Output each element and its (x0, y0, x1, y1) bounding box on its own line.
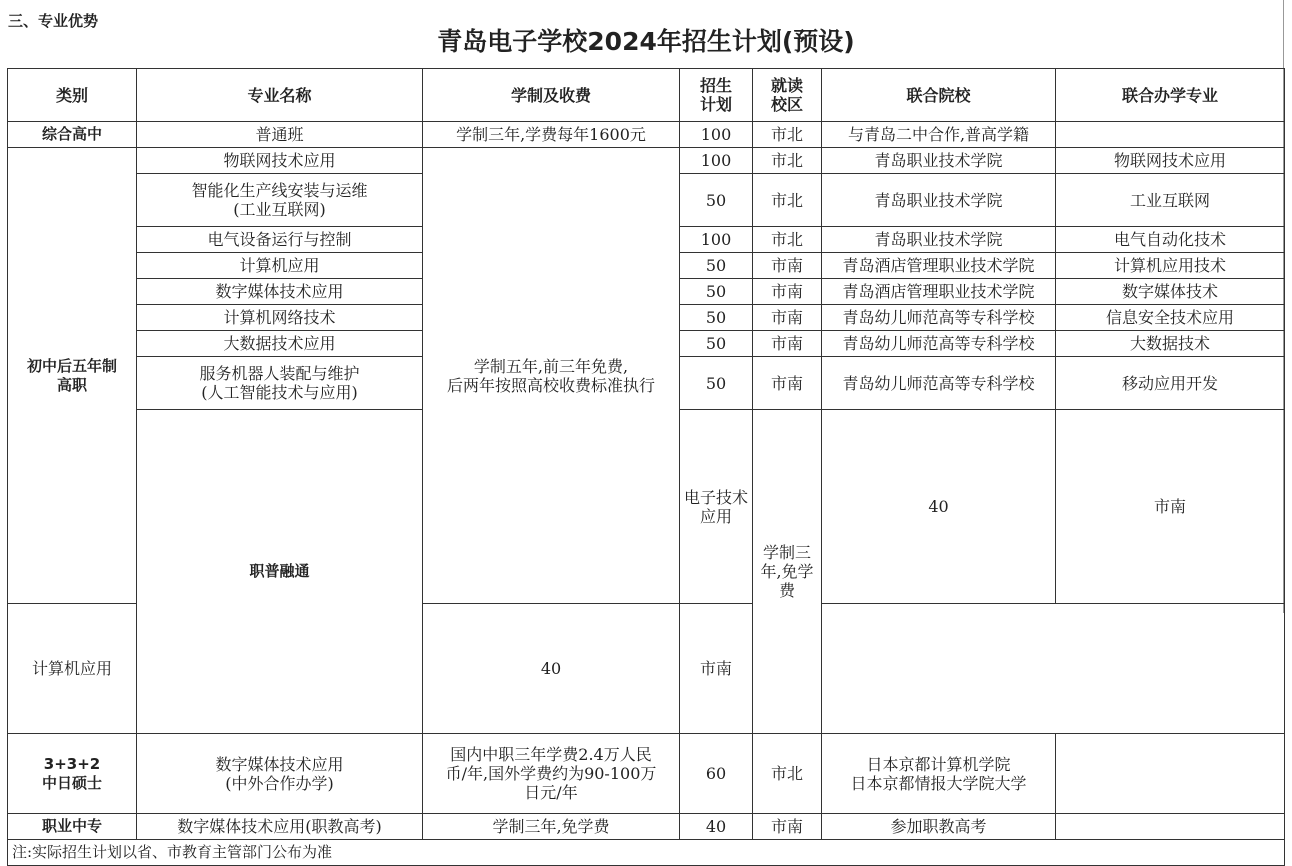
header-major: 专业名称 (137, 69, 423, 122)
plan-cell: 50 (680, 253, 753, 279)
campus-cell: 市北 (753, 174, 822, 227)
partner-cell: 参加职教高考 (822, 814, 1056, 840)
joint-major-cell: 信息安全技术应用 (1056, 305, 1285, 331)
campus-cell: 市北 (753, 734, 822, 814)
major-cell: 数字媒体技术应用 (137, 279, 423, 305)
table-row (8, 734, 1285, 814)
campus-cell: 市南 (753, 279, 822, 305)
note-row (8, 840, 1285, 866)
major-cell: 智能化生产线安装与运维 (工业互联网) (137, 174, 423, 227)
header-plan: 招生 计划 (680, 69, 753, 122)
joint-major-cell (1056, 122, 1285, 148)
partner-cell: 青岛酒店管理职业技术学院 (822, 279, 1056, 305)
major-cell: 计算机应用 (137, 253, 423, 279)
category-cell: 综合高中 (8, 122, 137, 148)
plan-cell: 50 (680, 305, 753, 331)
plan-cell: 40 (680, 814, 753, 840)
major-cell: 计算机应用 (8, 604, 137, 734)
plan-cell: 50 (680, 331, 753, 357)
plan-cell: 50 (680, 357, 753, 410)
joint-major-cell: 工业互联网 (1056, 174, 1285, 227)
plan-cell: 40 (423, 604, 680, 734)
joint-major-cell: 物联网技术应用 (1056, 148, 1285, 174)
joint-major-cell (1056, 734, 1285, 814)
header-fees: 学制及收费 (423, 69, 680, 122)
table-row (8, 814, 1285, 840)
major-cell: 电子技术应用 (680, 410, 753, 604)
partner-cell: 青岛职业技术学院 (822, 174, 1056, 227)
category-cell: 初中后五年制 高职 (8, 148, 137, 604)
joint-major-cell: 计算机应用技术 (1056, 253, 1285, 279)
partner-cell: 青岛职业技术学院 (822, 148, 1056, 174)
partner-cell: 日本京都计算机学院 日本京都情报大学院大学 (822, 734, 1056, 814)
joint-major-cell: 电气自动化技术 (1056, 227, 1285, 253)
plan-cell: 50 (680, 279, 753, 305)
category-cell: 3+3+2 中日硕士 (8, 734, 137, 814)
joint-major-cell: 大数据技术 (1056, 331, 1285, 357)
major-cell: 普通班 (137, 122, 423, 148)
partner-cell: 青岛职业技术学院 (822, 227, 1056, 253)
header-row (8, 69, 1285, 122)
page-title: 青岛电子学校2024年招生计划(预设) (437, 27, 855, 56)
category-cell: 职业中专 (8, 814, 137, 840)
campus-cell: 市南 (753, 253, 822, 279)
major-cell: 数字媒体技术应用(职教高考) (137, 814, 423, 840)
campus-cell: 市南 (1056, 410, 1285, 604)
plan-cell: 100 (680, 122, 753, 148)
joint-major-cell (1056, 814, 1285, 840)
header-campus: 就读 校区 (753, 69, 822, 122)
major-cell: 大数据技术应用 (137, 331, 423, 357)
header-category: 类别 (8, 69, 137, 122)
category-cell: 职普融通 (137, 410, 423, 734)
joint-major-cell: 移动应用开发 (1056, 357, 1285, 410)
campus-cell: 市南 (680, 604, 753, 734)
plan-cell: 50 (680, 174, 753, 227)
partner-cell: 青岛幼儿师范高等专科学校 (822, 331, 1056, 357)
campus-cell: 市南 (753, 357, 822, 410)
campus-cell: 市南 (753, 305, 822, 331)
major-cell: 电气设备运行与控制 (137, 227, 423, 253)
enrollment-plan-table (7, 68, 1285, 866)
section-label: 三、专业优势 (8, 12, 99, 30)
header-joint-major: 联合办学专业 (1056, 69, 1285, 122)
campus-cell: 市北 (753, 227, 822, 253)
header-partner: 联合院校 (822, 69, 1056, 122)
fees-cell: 学制三年,学费每年1600元 (423, 122, 680, 148)
joint-major-cell: 数字媒体技术 (1056, 279, 1285, 305)
fees-cell: 学制三年,免学费 (423, 814, 680, 840)
plan-cell: 100 (680, 227, 753, 253)
major-cell: 物联网技术应用 (137, 148, 423, 174)
partner-cell: 青岛幼儿师范高等专科学校 (822, 305, 1056, 331)
partner-cell: 青岛幼儿师范高等专科学校 (822, 357, 1056, 410)
major-cell: 计算机网络技术 (137, 305, 423, 331)
campus-cell: 市南 (753, 814, 822, 840)
fees-cell: 国内中职三年学费2.4万人民 币/年,国外学费约为90-100万 日元/年 (423, 734, 680, 814)
footnote: 注:实际招生计划以省、市教育主管部门公布为准 (8, 840, 1285, 866)
plan-cell: 60 (680, 734, 753, 814)
campus-cell: 市北 (753, 148, 822, 174)
table-row (8, 122, 1285, 148)
plan-cell: 100 (680, 148, 753, 174)
campus-cell: 市北 (753, 122, 822, 148)
partner-cell: 与青岛二中合作,普高学籍 (822, 122, 1056, 148)
table-row (8, 148, 1285, 174)
fees-cell: 学制三年,免学费 (753, 410, 822, 734)
major-cell: 服务机器人装配与维护 (人工智能技术与应用) (137, 357, 423, 410)
fees-cell: 学制五年,前三年免费, 后两年按照高校收费标准执行 (423, 148, 680, 604)
plan-cell: 40 (822, 410, 1056, 604)
partner-cell: 青岛酒店管理职业技术学院 (822, 253, 1056, 279)
major-cell: 数字媒体技术应用 (中外合作办学) (137, 734, 423, 814)
campus-cell: 市南 (753, 331, 822, 357)
